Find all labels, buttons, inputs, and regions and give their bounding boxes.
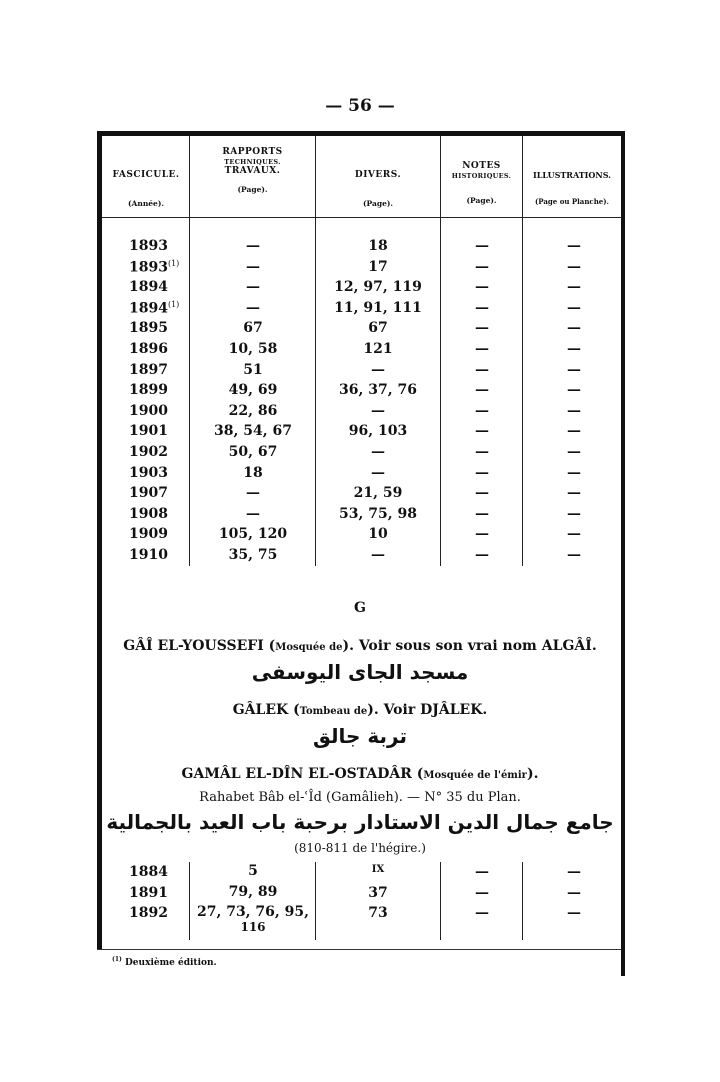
notes-cell: — xyxy=(475,299,489,316)
table-row xyxy=(0,259,720,279)
header-fascicule: FASCICULE. (Année). xyxy=(112,170,180,209)
illustrations-cell: — xyxy=(567,279,581,296)
illustrations-cell: — xyxy=(567,341,581,357)
year-cell xyxy=(129,279,189,295)
divers-cell: 73 xyxy=(368,905,388,922)
arabic-name-gai: مسجد الجاى اليوسفى xyxy=(251,660,469,684)
rapports-cell: 35, 75 xyxy=(228,547,278,563)
table-row xyxy=(0,362,720,382)
arabic-name-galek: تربة جالق xyxy=(312,724,407,748)
entry-gamal-location: Rahabet Bâb el-ʿÎd (Gamâlieh). — N° 35 du Plan. xyxy=(199,790,521,805)
header-illustrations: ILLUSTRATIONS. (Page ou Planche). xyxy=(533,170,611,206)
notes-cell: — xyxy=(475,238,489,254)
table-row xyxy=(0,465,720,485)
divers-cell: — xyxy=(371,547,385,563)
footnote-ref: (1) xyxy=(167,299,180,309)
rapports-cell: 105, 120 xyxy=(218,526,288,543)
rapports-line: 79, 89 xyxy=(228,883,278,900)
notes-cell: — xyxy=(475,547,489,563)
illustrations-cell: — xyxy=(567,238,581,254)
year-cell xyxy=(129,259,189,276)
table-row xyxy=(0,506,720,526)
illustrations-cell: — xyxy=(567,464,581,481)
rapports-cell xyxy=(191,864,315,879)
illustrations-cell: — xyxy=(567,299,581,316)
year-cell xyxy=(129,423,189,439)
footnote: $^{(1)}$ Deuxième édition. xyxy=(112,956,217,968)
table-row xyxy=(0,382,720,402)
year-cell xyxy=(129,341,189,357)
rapports-cell: 18 xyxy=(243,464,263,481)
year-cell xyxy=(129,403,189,419)
table-row xyxy=(0,403,720,423)
divers-cell: — xyxy=(371,444,385,460)
entry-gamal-el-din: GAMÂL EL-DÎN EL-OSTADÂR (Mosquée de l'émir). xyxy=(181,766,539,782)
year-value: 1899 xyxy=(129,382,168,399)
year-cell xyxy=(129,362,189,378)
table-row xyxy=(0,547,720,567)
entry-gamal-hegire: (810-811 de l'hégire.) xyxy=(294,841,426,855)
notes-cell: — xyxy=(475,444,489,460)
arabic-name-gamal: جامع جمال الدين الاستادار برحبة باب العيد بالجمالية xyxy=(106,810,614,834)
notes-cell: — xyxy=(475,320,489,337)
rapports-cell: 51 xyxy=(243,361,263,378)
year-cell xyxy=(129,300,189,317)
year-value: 1907 xyxy=(129,485,168,502)
rapports-cell: 50, 67 xyxy=(228,444,278,460)
year-cell xyxy=(129,526,189,542)
header-notes: NOTES HISTORIQUES. (Page). xyxy=(451,161,512,206)
notes-cell: — xyxy=(475,258,489,275)
year-value: 1909 xyxy=(129,526,168,543)
notes-cell: — xyxy=(475,526,489,543)
rapports-cell: 49, 69 xyxy=(228,382,278,399)
divers-cell: — xyxy=(371,402,385,419)
notes-cell: — xyxy=(475,485,489,502)
rapports-line: 5 xyxy=(248,863,258,879)
rapports-cell: — xyxy=(246,299,260,316)
year-value: 1910 xyxy=(129,547,168,563)
table-row xyxy=(0,526,720,546)
table-row xyxy=(0,341,720,361)
year-value: 1902 xyxy=(129,444,168,460)
year-cell xyxy=(129,320,189,336)
divers-cell: 121 xyxy=(363,341,393,357)
entry-galek: GÂLEK (Tombeau de). Voir DJÂLEK. xyxy=(232,702,488,718)
year-cell xyxy=(129,485,189,501)
illustrations-cell: — xyxy=(567,884,581,901)
year-value: 1897 xyxy=(129,361,168,378)
year-cell xyxy=(129,444,189,460)
rapports-cell: — xyxy=(246,258,260,275)
table-row xyxy=(0,238,720,258)
divers-cell: 37 xyxy=(368,884,388,901)
year-value: 1895 xyxy=(129,320,168,337)
table-row xyxy=(0,485,720,505)
year-value: 1903 xyxy=(129,464,168,481)
year-cell xyxy=(129,506,189,522)
notes-cell: — xyxy=(475,402,489,419)
rapports-cell: 67 xyxy=(243,320,263,337)
illustrations-cell: — xyxy=(567,361,581,378)
year-value: 1901 xyxy=(129,423,168,440)
illustrations-cell: — xyxy=(567,547,581,563)
year-value: 1896 xyxy=(129,341,168,357)
notes-cell: — xyxy=(475,905,489,922)
divers-cell: — xyxy=(371,361,385,378)
illustrations-cell: — xyxy=(567,258,581,275)
rapports-line: 116 xyxy=(240,920,266,935)
notes-cell: — xyxy=(475,279,489,296)
year-value: 1908 xyxy=(129,505,168,522)
illustrations-cell: — xyxy=(567,505,581,522)
header-rule xyxy=(102,217,621,218)
year-cell xyxy=(129,382,189,398)
divers-cell: 17 xyxy=(368,258,388,275)
rapports-cell: 10, 58 xyxy=(228,341,278,357)
section-letter: G xyxy=(354,600,366,616)
rapports-cell: — xyxy=(246,238,260,254)
rapports-cell: 22, 86 xyxy=(228,402,278,419)
divers-cell: 10 xyxy=(368,526,388,543)
notes-cell: — xyxy=(475,505,489,522)
illustrations-cell: — xyxy=(567,905,581,922)
table-row xyxy=(0,300,720,320)
year-cell xyxy=(129,547,189,563)
year-cell: 1891 xyxy=(129,884,168,901)
table-row xyxy=(0,864,720,884)
divers-cell: 36, 37, 76 xyxy=(339,382,417,399)
rapports-cell xyxy=(191,905,315,935)
page-number: — 56 — xyxy=(325,96,395,116)
illustrations-cell: — xyxy=(567,526,581,543)
notes-cell: — xyxy=(475,464,489,481)
entry-gai-el-youssefi: GÂÎ EL-YOUSSEFI (Mosquée de). Voir sous son vrai nom ALGÂÎ. xyxy=(123,638,597,654)
notes-cell: — xyxy=(475,423,489,440)
header-divers: DIVERS. (Page). xyxy=(354,170,402,209)
divers-cell: 96, 103 xyxy=(348,423,408,440)
rapports-cell: 38, 54, 67 xyxy=(214,423,292,440)
notes-cell: — xyxy=(475,341,489,357)
notes-cell: — xyxy=(475,884,489,901)
rapports-cell xyxy=(191,885,315,900)
year-cell: 1884 xyxy=(129,864,168,880)
divers-cell: IX xyxy=(371,864,385,875)
illustrations-cell: — xyxy=(567,485,581,502)
header-rapports: RAPPORTS TECHNIQUES. TRAVAUX. (Page). xyxy=(222,147,283,194)
table-row xyxy=(0,885,720,905)
year-value: 1893 xyxy=(129,238,168,254)
rapports-cell: — xyxy=(246,485,260,502)
year-value: 1900 xyxy=(129,402,168,419)
divers-cell: — xyxy=(371,464,385,481)
year-value: 1893 xyxy=(129,259,168,276)
year-value: 1894 xyxy=(129,279,168,296)
notes-cell: — xyxy=(475,382,489,399)
year-cell xyxy=(129,238,189,254)
rapports-cell: — xyxy=(246,505,260,522)
divers-cell: 21, 59 xyxy=(353,485,403,502)
divers-cell: 67 xyxy=(368,320,388,337)
year-cell xyxy=(129,465,189,481)
notes-cell: — xyxy=(475,361,489,378)
notes-cell: — xyxy=(475,864,489,880)
divers-cell: 12, 97, 119 xyxy=(334,279,422,296)
illustrations-cell: — xyxy=(567,423,581,440)
divers-cell: 53, 75, 98 xyxy=(339,505,417,522)
year-value: 1894 xyxy=(129,300,168,317)
rapports-line: 27, 73, 76, 95, xyxy=(196,904,310,921)
year-cell: 1892 xyxy=(129,905,168,922)
table-row xyxy=(0,279,720,299)
illustrations-cell: — xyxy=(567,444,581,460)
table-row xyxy=(0,423,720,443)
illustrations-cell: — xyxy=(567,320,581,337)
illustrations-cell: — xyxy=(567,864,581,880)
footnote-ref: (1) xyxy=(167,258,180,268)
divers-cell: 11, 91, 111 xyxy=(334,299,422,316)
illustrations-cell: — xyxy=(567,402,581,419)
table-row xyxy=(0,904,720,935)
divers-cell: 18 xyxy=(368,238,388,254)
illustrations-cell: — xyxy=(567,382,581,399)
rapports-cell: — xyxy=(246,279,260,296)
table-row xyxy=(0,444,720,464)
table-row xyxy=(0,320,720,340)
